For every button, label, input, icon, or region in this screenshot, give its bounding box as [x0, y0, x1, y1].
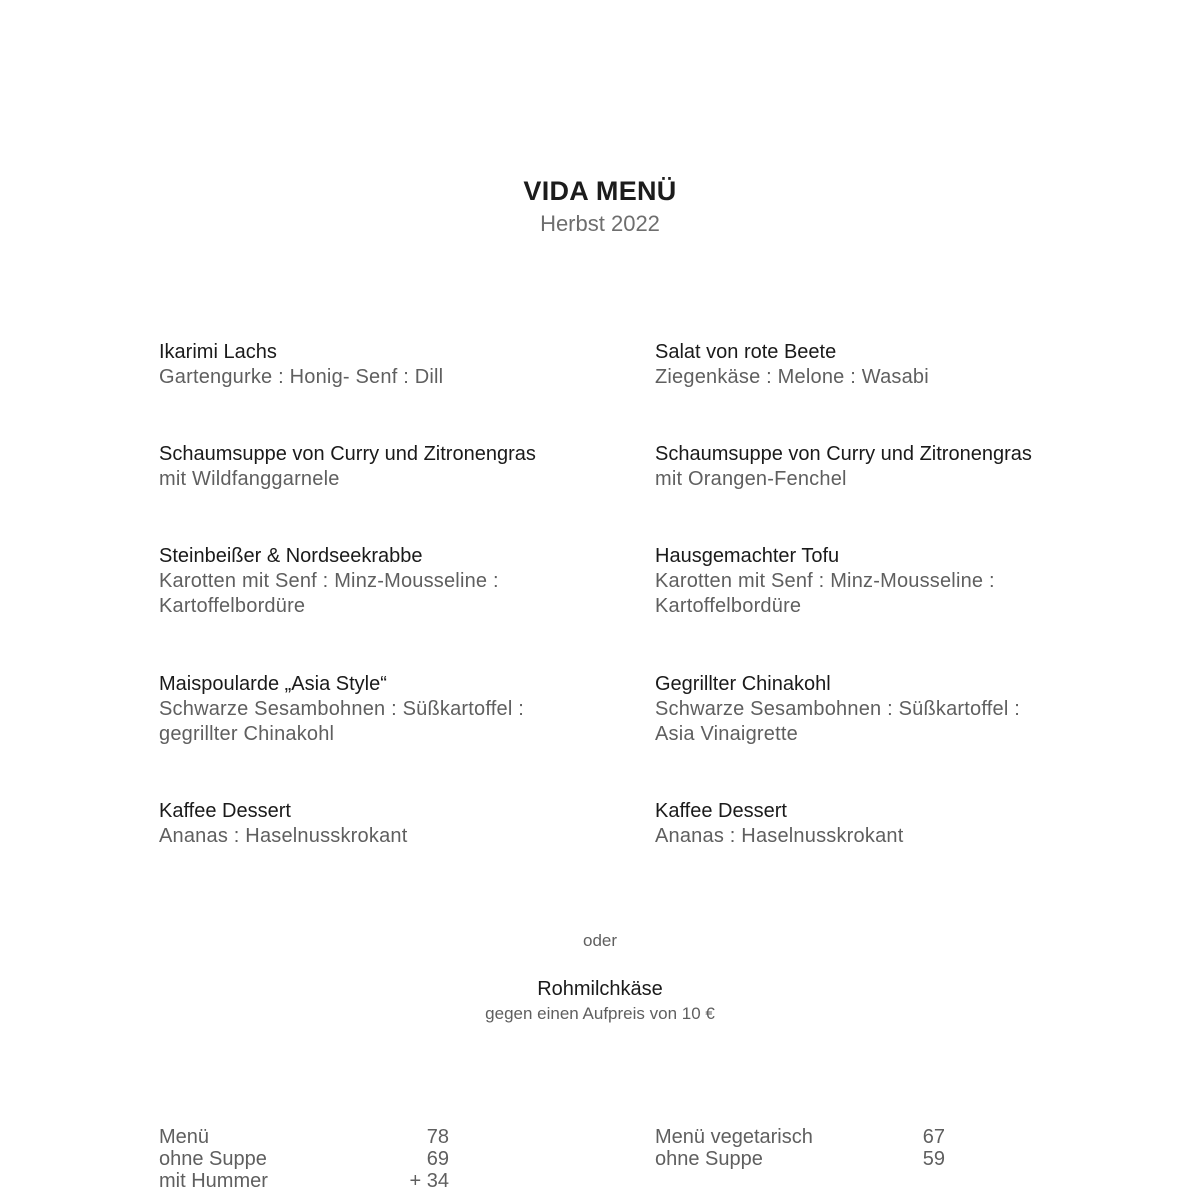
course-description-line: Asia Vinaigrette: [655, 723, 798, 745]
course-description: [159, 824, 599, 849]
course-description-line: Ananas : Haselnusskrokant: [159, 825, 408, 847]
price-label: ohne Suppe: [159, 1148, 267, 1170]
course-description-line: Kartoffelbordüre: [159, 595, 306, 617]
course-name: Gegrillter Chinakohl: [655, 673, 831, 695]
course-name: Kaffee Dessert: [655, 800, 787, 822]
course-description-line: Schwarze Sesambohnen : Süßkartoffel :: [159, 698, 524, 720]
course-name: Ikarimi Lachs: [159, 341, 277, 363]
price-label: Menü: [159, 1126, 210, 1148]
course-name: Steinbeißer & Nordseekrabbe: [159, 545, 423, 567]
menu-title: VIDA MENÜ: [523, 176, 677, 206]
course-description: [159, 569, 599, 619]
price-value: 69: [426, 1148, 449, 1170]
price-row: [655, 1148, 945, 1170]
course-description-line: Karotten mit Senf : Minz-Mousseline :: [159, 570, 499, 592]
course-description-line: mit Orangen-Fenchel: [655, 468, 847, 490]
course-description-line: Ziegenkäse : Melone : Wasabi: [655, 366, 929, 388]
alternative-separator: oder: [582, 931, 618, 950]
course-dessert: [655, 798, 1095, 849]
course-description-line: Karotten mit Senf : Minz-Mousseline :: [655, 570, 995, 592]
course-description-line: Kartoffelbordüre: [655, 595, 802, 617]
course-soup: [655, 441, 1095, 492]
course-description: [159, 467, 599, 492]
course-description-line: Ananas : Haselnusskrokant: [655, 825, 904, 847]
course-starter: [655, 339, 1095, 390]
price-row: [159, 1170, 449, 1192]
course-soup: [159, 441, 599, 492]
price-label: Menü vegetarisch: [655, 1126, 813, 1148]
course-name: Salat von rote Beete: [655, 341, 837, 363]
course-description-line: Schwarze Sesambohnen : Süßkartoffel :: [655, 698, 1020, 720]
price-list-vegetarian: [655, 1126, 945, 1170]
price-value: + 34: [409, 1170, 449, 1192]
cheese-surcharge-note: gegen einen Aufpreis von 10 €: [485, 1004, 715, 1023]
course-description: [159, 697, 599, 747]
menu-season: Herbst 2022: [540, 211, 660, 236]
price-label: ohne Suppe: [655, 1148, 763, 1170]
course-name: Schaumsuppe von Curry und Zitronengras: [655, 443, 1032, 465]
course-description-line: gegrillter Chinakohl: [159, 723, 335, 745]
course-description-line: Gartengurke : Honig- Senf : Dill: [159, 366, 444, 388]
course-name: Kaffee Dessert: [159, 800, 291, 822]
price-value: 59: [922, 1148, 945, 1170]
course-description: [655, 697, 1095, 747]
price-list-regular: [159, 1126, 449, 1192]
course-description: [655, 467, 1095, 492]
course-main: [655, 671, 1095, 747]
course-fish: [159, 543, 599, 619]
price-label: mit Hummer: [159, 1170, 268, 1192]
course-name: Hausgemachter Tofu: [655, 545, 840, 567]
price-row: [159, 1126, 449, 1148]
course-name: Maispoularde „Asia Style“: [159, 673, 387, 695]
course-dessert: [159, 798, 599, 849]
course-main: [159, 671, 599, 747]
price-row: [655, 1126, 945, 1148]
course-description: [655, 365, 1095, 390]
course-description: [655, 569, 1095, 619]
price-row: [159, 1148, 449, 1170]
course-description: [159, 365, 599, 390]
course-description-line: mit Wildfanggarnele: [159, 468, 340, 490]
price-value: 67: [922, 1126, 945, 1148]
course-starter: [159, 339, 599, 390]
course-tofu: [655, 543, 1095, 619]
cheese-course-name: Rohmilchkäse: [537, 978, 663, 1000]
course-name: Schaumsuppe von Curry und Zitronengras: [159, 443, 536, 465]
price-value: 78: [426, 1126, 449, 1148]
course-description: [655, 824, 1095, 849]
